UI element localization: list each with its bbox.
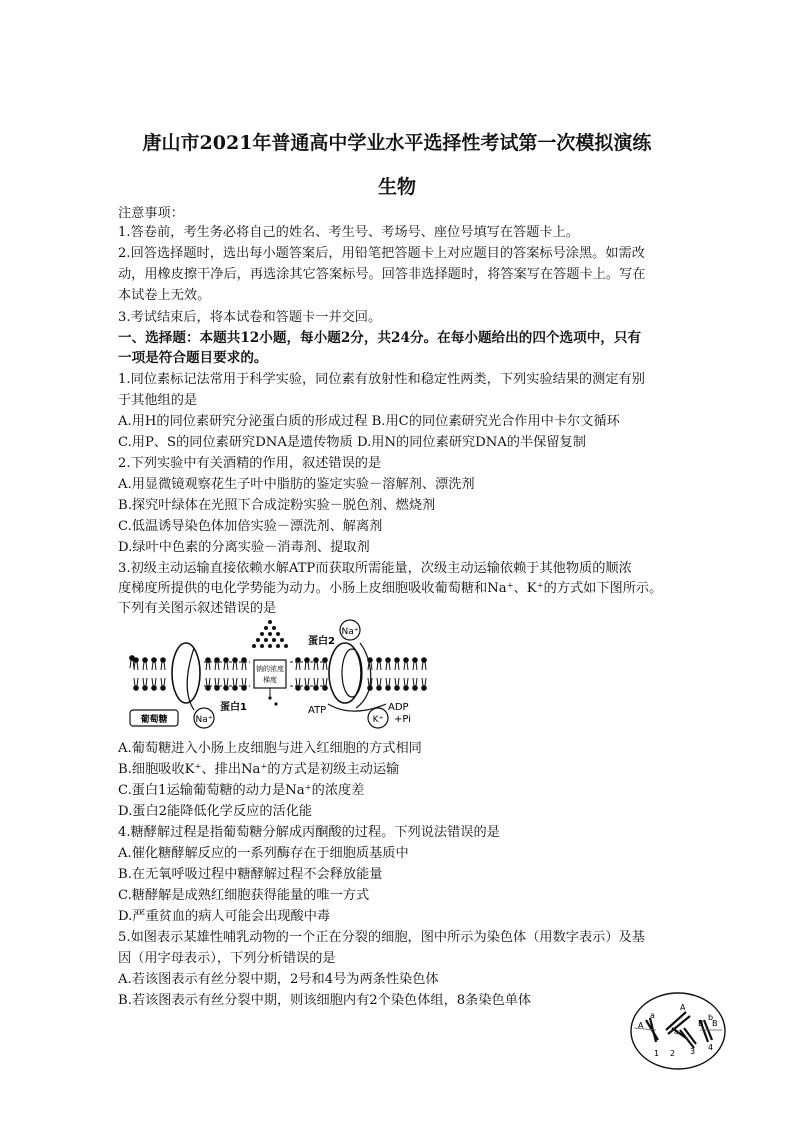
lipid-head: [413, 658, 418, 663]
chromosome-label-2: 2: [670, 1049, 676, 1058]
lipid-tail: [143, 678, 147, 686]
question-3-option: B.细胞吸收K⁺、排出Na⁺的方式是初级主动运输: [118, 762, 400, 777]
lipid-head: [161, 686, 166, 691]
protein-1-label: 蛋白1: [220, 702, 247, 713]
question-4-option: A.催化糖酵解反应的一系列酶存在于细胞质基质中: [118, 846, 409, 861]
glucose-label: 葡萄糖: [140, 715, 168, 725]
lipid-tail: [152, 678, 156, 686]
question-3-stem: 下列有关图示叙述错误的是: [118, 601, 277, 616]
notice-heading: 注意事项：: [118, 206, 184, 221]
gene-A-mid: A: [680, 1003, 686, 1012]
lipid-tail: [422, 662, 426, 670]
section-heading: 一项是符合题目要求的。: [118, 350, 268, 366]
lipid-tail: [224, 678, 228, 686]
membrane-transport-figure: [128, 618, 438, 736]
lipid-tail: [296, 678, 300, 686]
notice-line: 3.考试结束后，将本试卷和答题卡一并交回。: [118, 310, 382, 325]
question-5-option: A.若该图表示有丝分裂中期，2号和4号为两条性染色体: [118, 972, 439, 987]
lipid-tail: [314, 678, 318, 686]
pi-label: +Pi: [394, 714, 411, 725]
subject-title: 生物: [377, 176, 416, 198]
notice-line: 动，用橡皮擦干净后，再选涂其它答案标号。回答非选择题时，将答案写在答题卡上。写在: [118, 267, 646, 282]
lipid-tail: [314, 662, 318, 670]
lipid-tail: [215, 678, 219, 686]
question-5-stem: 5.如图表示某雄性哺乳动物的一个正在分裂的细胞，图中所示为染色体（用数字表示）及基: [118, 930, 645, 945]
lipid-tail: [134, 678, 138, 686]
lipid-tail: [413, 678, 417, 686]
question-2-option: C.低温诱导染色体加倍实验－漂洗剂、解离剂: [118, 519, 383, 534]
lipid-tail: [134, 662, 138, 670]
protein-2-inner: [342, 649, 362, 697]
question-3-stem: 度梯度所提供的电化学势能为动力。小肠上皮细胞吸收葡萄糖和Na⁺、K⁺的方式如下图所示。: [118, 581, 663, 596]
lipid-head: [134, 686, 139, 691]
lipid-tail: [143, 662, 147, 670]
lipid-tail: [395, 662, 399, 670]
lipid-head: [395, 686, 400, 691]
lipid-tail: [386, 678, 390, 686]
k-label: K⁺: [372, 715, 384, 725]
lipid-tail: [206, 678, 210, 686]
question-3-option: C.蛋白1运输葡萄糖的动力是Na⁺的浓度差: [118, 783, 365, 798]
lipid-tail: [233, 662, 237, 670]
membrane-top-row: [130, 656, 135, 668]
question-4-option: C.糖酵解是成熟红细胞获得能量的唯一方式: [118, 888, 370, 903]
lipid-tail: [377, 678, 381, 686]
question-3-stem: 3.初级主动运输直接依赖水解ATP而获取所需能量，次级主动运输依赖于其他物质的顺浓: [118, 561, 632, 576]
lipid-tail: [224, 662, 228, 670]
lipid-tail: [422, 678, 426, 686]
protein-1-shape: [172, 643, 200, 703]
question-4-stem: 4.糖酵解过程是指葡萄糖分解成丙酮酸的过程。下列说法错误的是: [118, 825, 500, 840]
gradient-label-line1: 钠的浓度: [256, 665, 284, 673]
lipid-head: [161, 658, 166, 663]
question-2-stem: 2.下列实验中有关酒精的作用，叙述错误的是: [118, 456, 382, 471]
lipid-head: [143, 658, 148, 663]
question-1-option: C.用P、S的同位素研究DNA是遗传物质 D.用N的同位素研究DNA的半保留复制: [118, 435, 586, 450]
protein-2-arrow-k: [356, 643, 371, 708]
gene-b: b: [708, 1013, 714, 1022]
lipid-tail: [161, 678, 165, 686]
lipid-tail: [386, 662, 390, 670]
lipid-tail: [323, 662, 327, 670]
lipid-tail: [242, 678, 246, 686]
lipid-head: [404, 686, 409, 691]
lipid-head: [152, 686, 157, 691]
protein-2-label: 蛋白2: [308, 636, 335, 647]
lipid-head: [377, 658, 382, 663]
lipid-tail: [305, 678, 309, 686]
lipid-head: [404, 658, 409, 663]
lipid-head: [413, 686, 418, 691]
lipid-tail: [377, 662, 381, 670]
lipid-tail: [206, 662, 210, 670]
question-5-stem: 因（用字母表示），下列分析错误的是: [118, 951, 336, 966]
gene-A-left: A: [638, 1021, 644, 1030]
lipid-tail: [305, 662, 309, 670]
lipid-head: [152, 658, 157, 663]
atp-label: ATP: [308, 705, 327, 716]
lipid-tail: [404, 678, 408, 686]
chromosome-3: [680, 1028, 696, 1048]
lipid-tail: [242, 662, 246, 670]
lipid-tail: [395, 678, 399, 686]
lipid-head: [134, 658, 139, 663]
notice-line: 本试卷上无效。: [118, 288, 211, 303]
lipid-tail: [296, 662, 300, 670]
question-2-option: B.探究叶绿体在光照下合成淀粉实验－脱色剂、燃烧剂: [118, 498, 436, 513]
gene-B: B: [698, 1019, 704, 1028]
lipid-head: [395, 658, 400, 663]
gene-a-left: a: [650, 1011, 655, 1020]
lipid-tail: [413, 662, 417, 670]
lipid-tail: [323, 678, 327, 686]
adp-label: ADP: [388, 702, 409, 713]
lipid-head: [377, 686, 382, 691]
gene-a-mid: a: [674, 1028, 679, 1036]
question-3-option: D.蛋白2能降低化学反应的活化能: [118, 804, 313, 819]
lipid-tail: [233, 678, 237, 686]
question-2-option: A.用显微镜观察花生子叶中脂肪的鉴定实验－溶解剂、漂洗剂: [118, 477, 475, 492]
lipid-head: [422, 658, 427, 663]
section-heading: 一、选择题：本题共12小题，每小题2分，共24分。在每小题给出的四个选项中，只有: [118, 330, 642, 346]
gene-B-right: B: [712, 1019, 718, 1028]
question-5-option: B.若该图表示有丝分裂中期，则该细胞内有2个染色体组，8条染色单体: [118, 993, 532, 1008]
question-4-option: B.在无氧呼吸过程中糖酵解过程不会释放能量: [118, 867, 383, 882]
question-4-option: D.严重贫血的病人可能会出现酸中毒: [118, 909, 331, 924]
lipid-head: [143, 686, 148, 691]
chromosome-label-4: 4: [708, 1043, 714, 1052]
question-1-stem: 1.同位素标记法常用于科学实验，同位素有放射性和稳定性两类，下列实验结果的测定有别: [118, 372, 645, 387]
question-1-option: A.用H的同位素研究分泌蛋白质的形成过程 B.用C的同位素研究光合作用中卡尔文循环: [118, 414, 620, 429]
na-label-top: Na⁺: [341, 627, 359, 637]
lipid-head: [386, 658, 391, 663]
question-2-option: D.绿叶中色素的分离实验－消毒剂、提取剂: [118, 540, 370, 555]
exam-title: 唐山市2021年普通高中学业水平选择性考试第一次模拟演练: [142, 132, 652, 154]
cell-division-figure: [628, 990, 728, 1072]
lipid-head: [386, 686, 391, 691]
chromosome-label-3: 3: [690, 1047, 696, 1056]
chromosome-1: [646, 1018, 658, 1042]
lipid-tail: [404, 662, 408, 670]
question-1-stem: 于其他组的是: [118, 393, 198, 408]
na-label-bottom: Na⁺: [195, 715, 213, 725]
lipid-tail: [161, 662, 165, 670]
lipid-head: [422, 686, 427, 691]
lipid-tail: [215, 662, 219, 670]
notice-line: 1.答卷前，考生务必将自己的姓名、考生号、考场号、座位号填写在答题卡上。: [118, 225, 579, 240]
notice-line: 2.回答选择题时，选出每小题答案后，用铅笔把答题卡上对应题目的答案标号涂黑。如需改: [118, 246, 645, 261]
lipid-tail: [152, 662, 156, 670]
gradient-label-line2: 梯度: [263, 676, 277, 684]
chromosome-label-1: 1: [654, 1049, 660, 1058]
question-3-option: A.葡萄糖进入小肠上皮细胞与进入红细胞的方式相同: [118, 741, 422, 756]
